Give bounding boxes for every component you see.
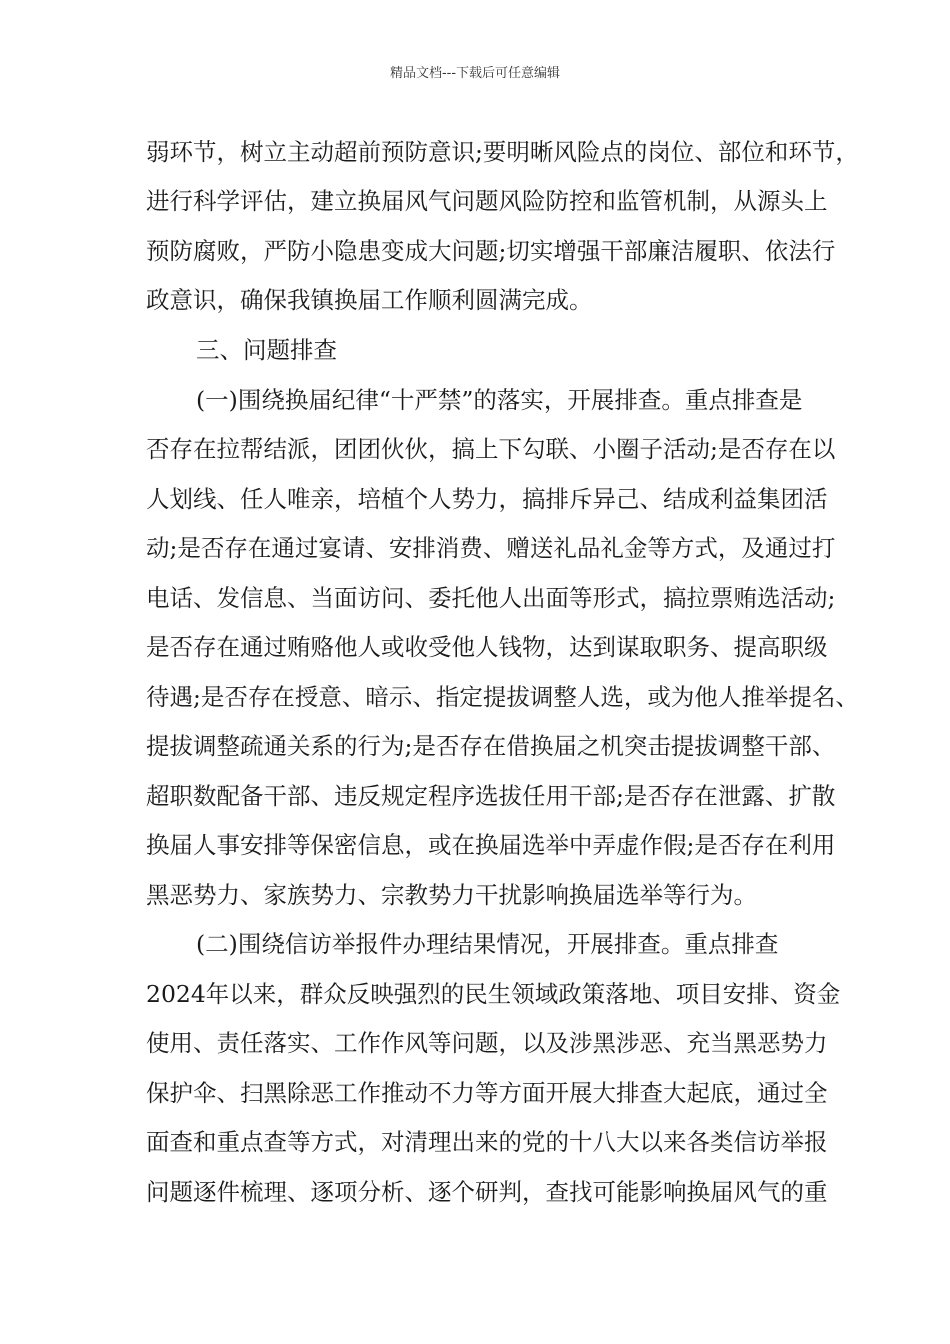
text-line: (一)围绕换届纪律“十严禁”的落实，开展排查。重点排查是 bbox=[196, 386, 803, 414]
text-line: 预防腐败，严防小隐患变成大问题;切实增强干部廉洁履职、依法行 bbox=[146, 237, 836, 265]
text-line: 面查和重点查等方式，对清理出来的党的十八大以来各类信访举报 bbox=[146, 1128, 828, 1156]
page-header: 精品文档---下载后可任意编辑 bbox=[389, 66, 561, 81]
text-line: 是否存在通过贿赂他人或收受他人钱物，达到谋取职务、提高职级 bbox=[146, 633, 828, 661]
text-line: 人划线、任人唯亲，培植个人势力，搞排斥异己、结成利益集团活 bbox=[146, 485, 828, 513]
text-line: 待遇;是否存在授意、暗示、指定提拔调整人选，或为他人推举提名、 bbox=[146, 683, 859, 711]
text-line: 黑恶势力、家族势力、宗教势力干扰影响换届选举等行为。 bbox=[146, 881, 757, 909]
text-line: 弱环节，树立主动超前预防意识;要明晰风险点的岗位、部位和环节， bbox=[146, 138, 859, 166]
text-line: 保护伞、扫黑除恶工作推动不力等方面开展大排查大起底，通过全 bbox=[146, 1079, 828, 1107]
text-line: 问题逐件梳理、逐项分析、逐个研判，查找可能影响换届风气的重 bbox=[146, 1178, 828, 1206]
text-line: 否存在拉帮结派，团团伙伙，搞上下勾联、小圈子活动;是否存在以 bbox=[146, 435, 836, 463]
text-line: 提拔调整疏通关系的行为;是否存在借换届之机突击提拔调整干部、 bbox=[146, 732, 836, 760]
text-line: 进行科学评估，建立换届风气问题风险防控和监管机制，从源头上 bbox=[146, 187, 828, 215]
text-line: 2024年以来，群众反映强烈的民生领域政策落地、项目安排、资金 bbox=[146, 980, 841, 1008]
text-line: 政意识，确保我镇换届工作顺利圆满完成。 bbox=[146, 286, 593, 314]
text-line: 使用、责任落实、工作作风等问题，以及涉黑涉恶、充当黑恶势力 bbox=[146, 1029, 828, 1057]
text-line: 换届人事安排等保密信息，或在换届选举中弄虚作假;是否存在利用 bbox=[146, 831, 836, 859]
text-line: (二)围绕信访举报件办理结果情况，开展排查。重点排查 bbox=[196, 930, 779, 958]
text-line: 电话、发信息、当面访问、委托他人出面等形式，搞拉票贿选活动; bbox=[146, 584, 836, 612]
heading-text: 三、问题排查 bbox=[196, 336, 337, 364]
text-line: 动;是否存在通过宴请、安排消费、赠送礼品礼金等方式，及通过打 bbox=[146, 534, 836, 562]
text-line: 超职数配备干部、违反规定程序选拔任用干部;是否存在泄露、扩散 bbox=[146, 782, 836, 810]
